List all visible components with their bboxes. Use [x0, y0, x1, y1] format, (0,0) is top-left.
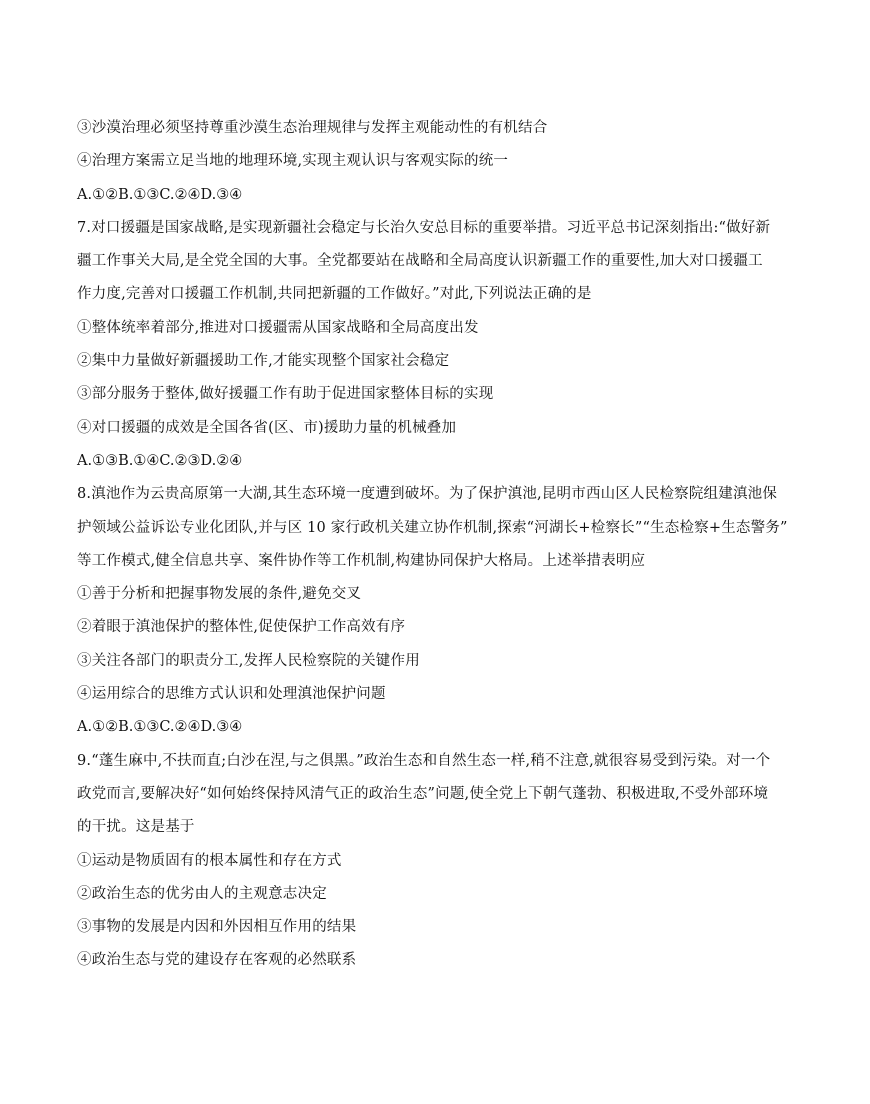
q9-option-3: ③事物的发展是内因和外因相互作用的结果	[77, 919, 357, 936]
q7-option-1: ①整体统率着部分,推进对口援疆需从国家战略和全局高度出发	[77, 319, 479, 336]
q8-stem-line: 护领域公益诉讼专业化团队,并与区 10 家行政机关建立协作机制,探索“河湖长+检察长”“生态检察+生态警务”	[77, 519, 788, 536]
q8-option-4: ④运用综合的思维方式认识和处理滇池保护问题	[77, 686, 386, 703]
q7-option-2: ②集中力量做好新疆援助工作,才能实现整个国家社会稳定	[77, 353, 450, 370]
q7-stem-line: 7.对口援疆是国家战略,是实现新疆社会稳定与长治久安总目标的重要举措。习近平总书记深刻指出:“做好新	[77, 219, 771, 236]
q8-stem-line: 等工作模式,健全信息共享、案件协作等工作机制,构建协同保护大格局。上述举措表明应	[77, 552, 646, 569]
q9-option-4: ④政治生态与党的建设存在客观的必然联系	[77, 952, 357, 969]
q8-option-2: ②着眼于滇池保护的整体性,促使保护工作高效有序	[77, 619, 406, 636]
q7-stem-line: 疆工作事关大局,是全党全国的大事。全党都要站在战略和全局高度认识新疆工作的重要性,加大对口援疆工	[77, 253, 763, 270]
question-9	[77, 745, 797, 978]
question-8	[77, 478, 797, 744]
q6-answer-choices: A.①②B.①③C.②④D.③④	[77, 186, 243, 203]
q8-option-3: ③关注各部门的职责分工,发挥人民检察院的关键作用	[77, 652, 420, 669]
q8-option-1: ①善于分析和把握事物发展的条件,避免交叉	[77, 586, 362, 603]
exam-page	[77, 112, 797, 978]
q9-option-2: ②政治生态的优劣由人的主观意志决定	[77, 885, 327, 902]
q8-stem-line: 8.滇池作为云贵高原第一大湖,其生态环境一度遭到破坏。为了保护滇池,昆明市西山区人民检察院组建滇池保	[77, 486, 778, 503]
q7-answer-choices: A.①③B.①④C.②③D.②④	[77, 452, 243, 469]
q9-stem-line: 9.“蓬生麻中,不扶而直;白沙在涅,与之俱黑。”政治生态和自然生态一样,稍不注意,就很容易受到污染。对一个	[77, 752, 771, 769]
q7-option-3: ③部分服务于整体,做好援疆工作有助于促进国家整体目标的实现	[77, 386, 494, 403]
q7-option-4: ④对口援疆的成效是全国各省(区、市)援助力量的机械叠加	[77, 419, 457, 436]
q9-option-1: ①运动是物质固有的根本属性和存在方式	[77, 852, 342, 869]
q9-stem-line: 政党而言,要解决好“如何始终保持风清气正的政治生态”问题,使全党上下朝气蓬勃、积极进取,不受外部环境	[77, 785, 769, 802]
q7-stem-line: 作力度,完善对口援疆工作机制,共同把新疆的工作做好。”对此,下列说法正确的是	[77, 286, 592, 303]
q9-stem-line: 的干扰。这是基于	[77, 819, 195, 836]
q8-answer-choices: A.①②B.①③C.②④D.③④	[77, 719, 243, 736]
q6-option-3: ③沙漠治理必须坚持尊重沙漠生态治理规律与发挥主观能动性的有机结合	[77, 120, 548, 136]
question-6-tail	[77, 112, 797, 212]
q6-option-4: ④治理方案需立足当地的地理环境,实现主观认识与客观实际的统一	[77, 153, 509, 170]
question-7	[77, 212, 797, 478]
